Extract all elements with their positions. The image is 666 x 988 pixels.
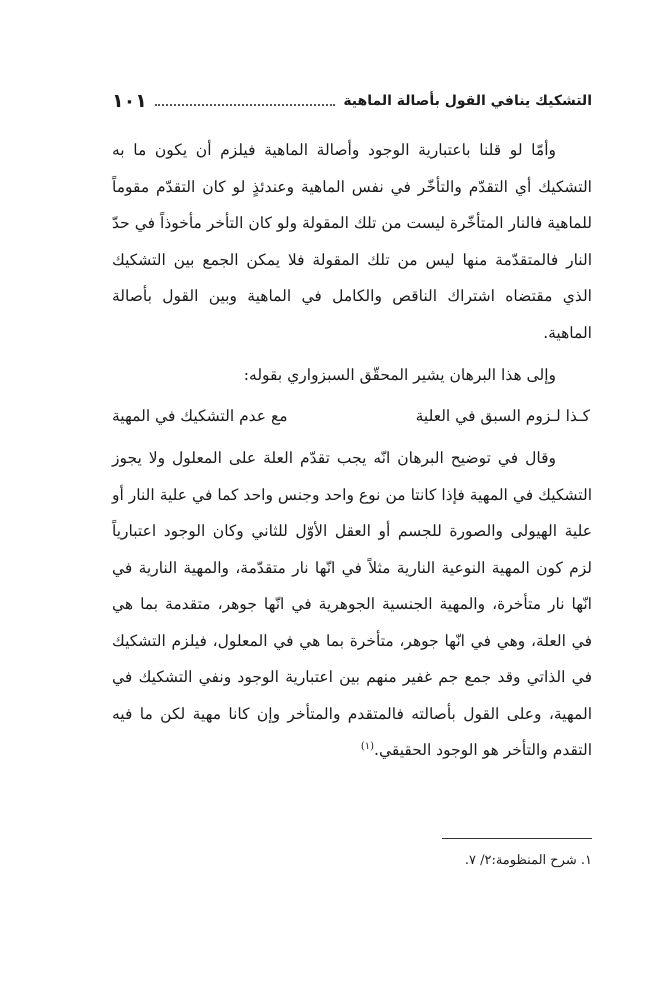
verse-second-hemistich: مع عدم التشكيك في المهية: [112, 406, 288, 425]
running-title: التشكيك ينافي القول بأصالة الماهية: [343, 93, 592, 109]
page-number: ١٠١: [112, 90, 147, 112]
main-text: [112, 132, 592, 769]
header-dot-leader: [155, 104, 336, 106]
footnote-marker: (١): [360, 740, 375, 752]
paragraph-3-text: وقال في توضيح البرهان انّه يجب تقدّم العلة على المعلول ولا يجوز التشكيك في المهية فإذا كانتا من نوع واحد وجنس واحد كما في علية النار أو علية الهيولى والصورة للجسم أو العقل الأوّل للثاني وكان الوجود اعتبارياً لزم كون المهية النوعية النارية مثلاً في انّها نار متقدّمة، والمهية النارية في انّها نار متأخرة، والمهية الجنسية الجوهرية في انّها جوهر، متقدمة بما هي في العلة، وهي في انّها جوهر، متأخرة بما هي في المعلول، فيلزم التشكيك في الذاتي وقد جمع جم غفير منهم بين اعتبارية الوجود ونفي التشكيك في المهية، وعلى القول بأصالته فالمتقدم والمتأخر وإن كانا مهية لكن ما فيه التقدم والتأخر هو الوجود الحقيقي.: [112, 449, 592, 759]
poetry-verse: [112, 398, 592, 435]
verse-first-hemistich: كـذا لـزوم السبق في العلية: [415, 406, 590, 425]
paragraph-3: [112, 440, 592, 769]
paragraph-2: وإلى هذا البرهان يشير المحقّق السبزواري بقوله:: [243, 366, 556, 384]
paragraph-1: وأمّا لو قلنا باعتبارية الوجود وأصالة الماهية فيلزم أن يكون ما به التشكيك أي التقدّم والتأخّر في نفس الماهية وعندئذٍ لو كان التقدّم مقوماً للماهية فالنار المتأخّرة ليست من تلك المقولة ولو كان التأخر مأخوذاً في حدّ النار فالمتقدّمة منها ليس من تلك المقولة فلا يمكن الجمع بين التشكيك الذي مقتضاه اشتراك الناقص والكامل في الماهية وبين القول بأصالة الماهية.: [112, 141, 592, 342]
running-header: [112, 86, 592, 116]
footnote: ١. شرح المنظومة:٢/ ٧.: [464, 853, 592, 868]
footnote-separator: [442, 838, 592, 839]
